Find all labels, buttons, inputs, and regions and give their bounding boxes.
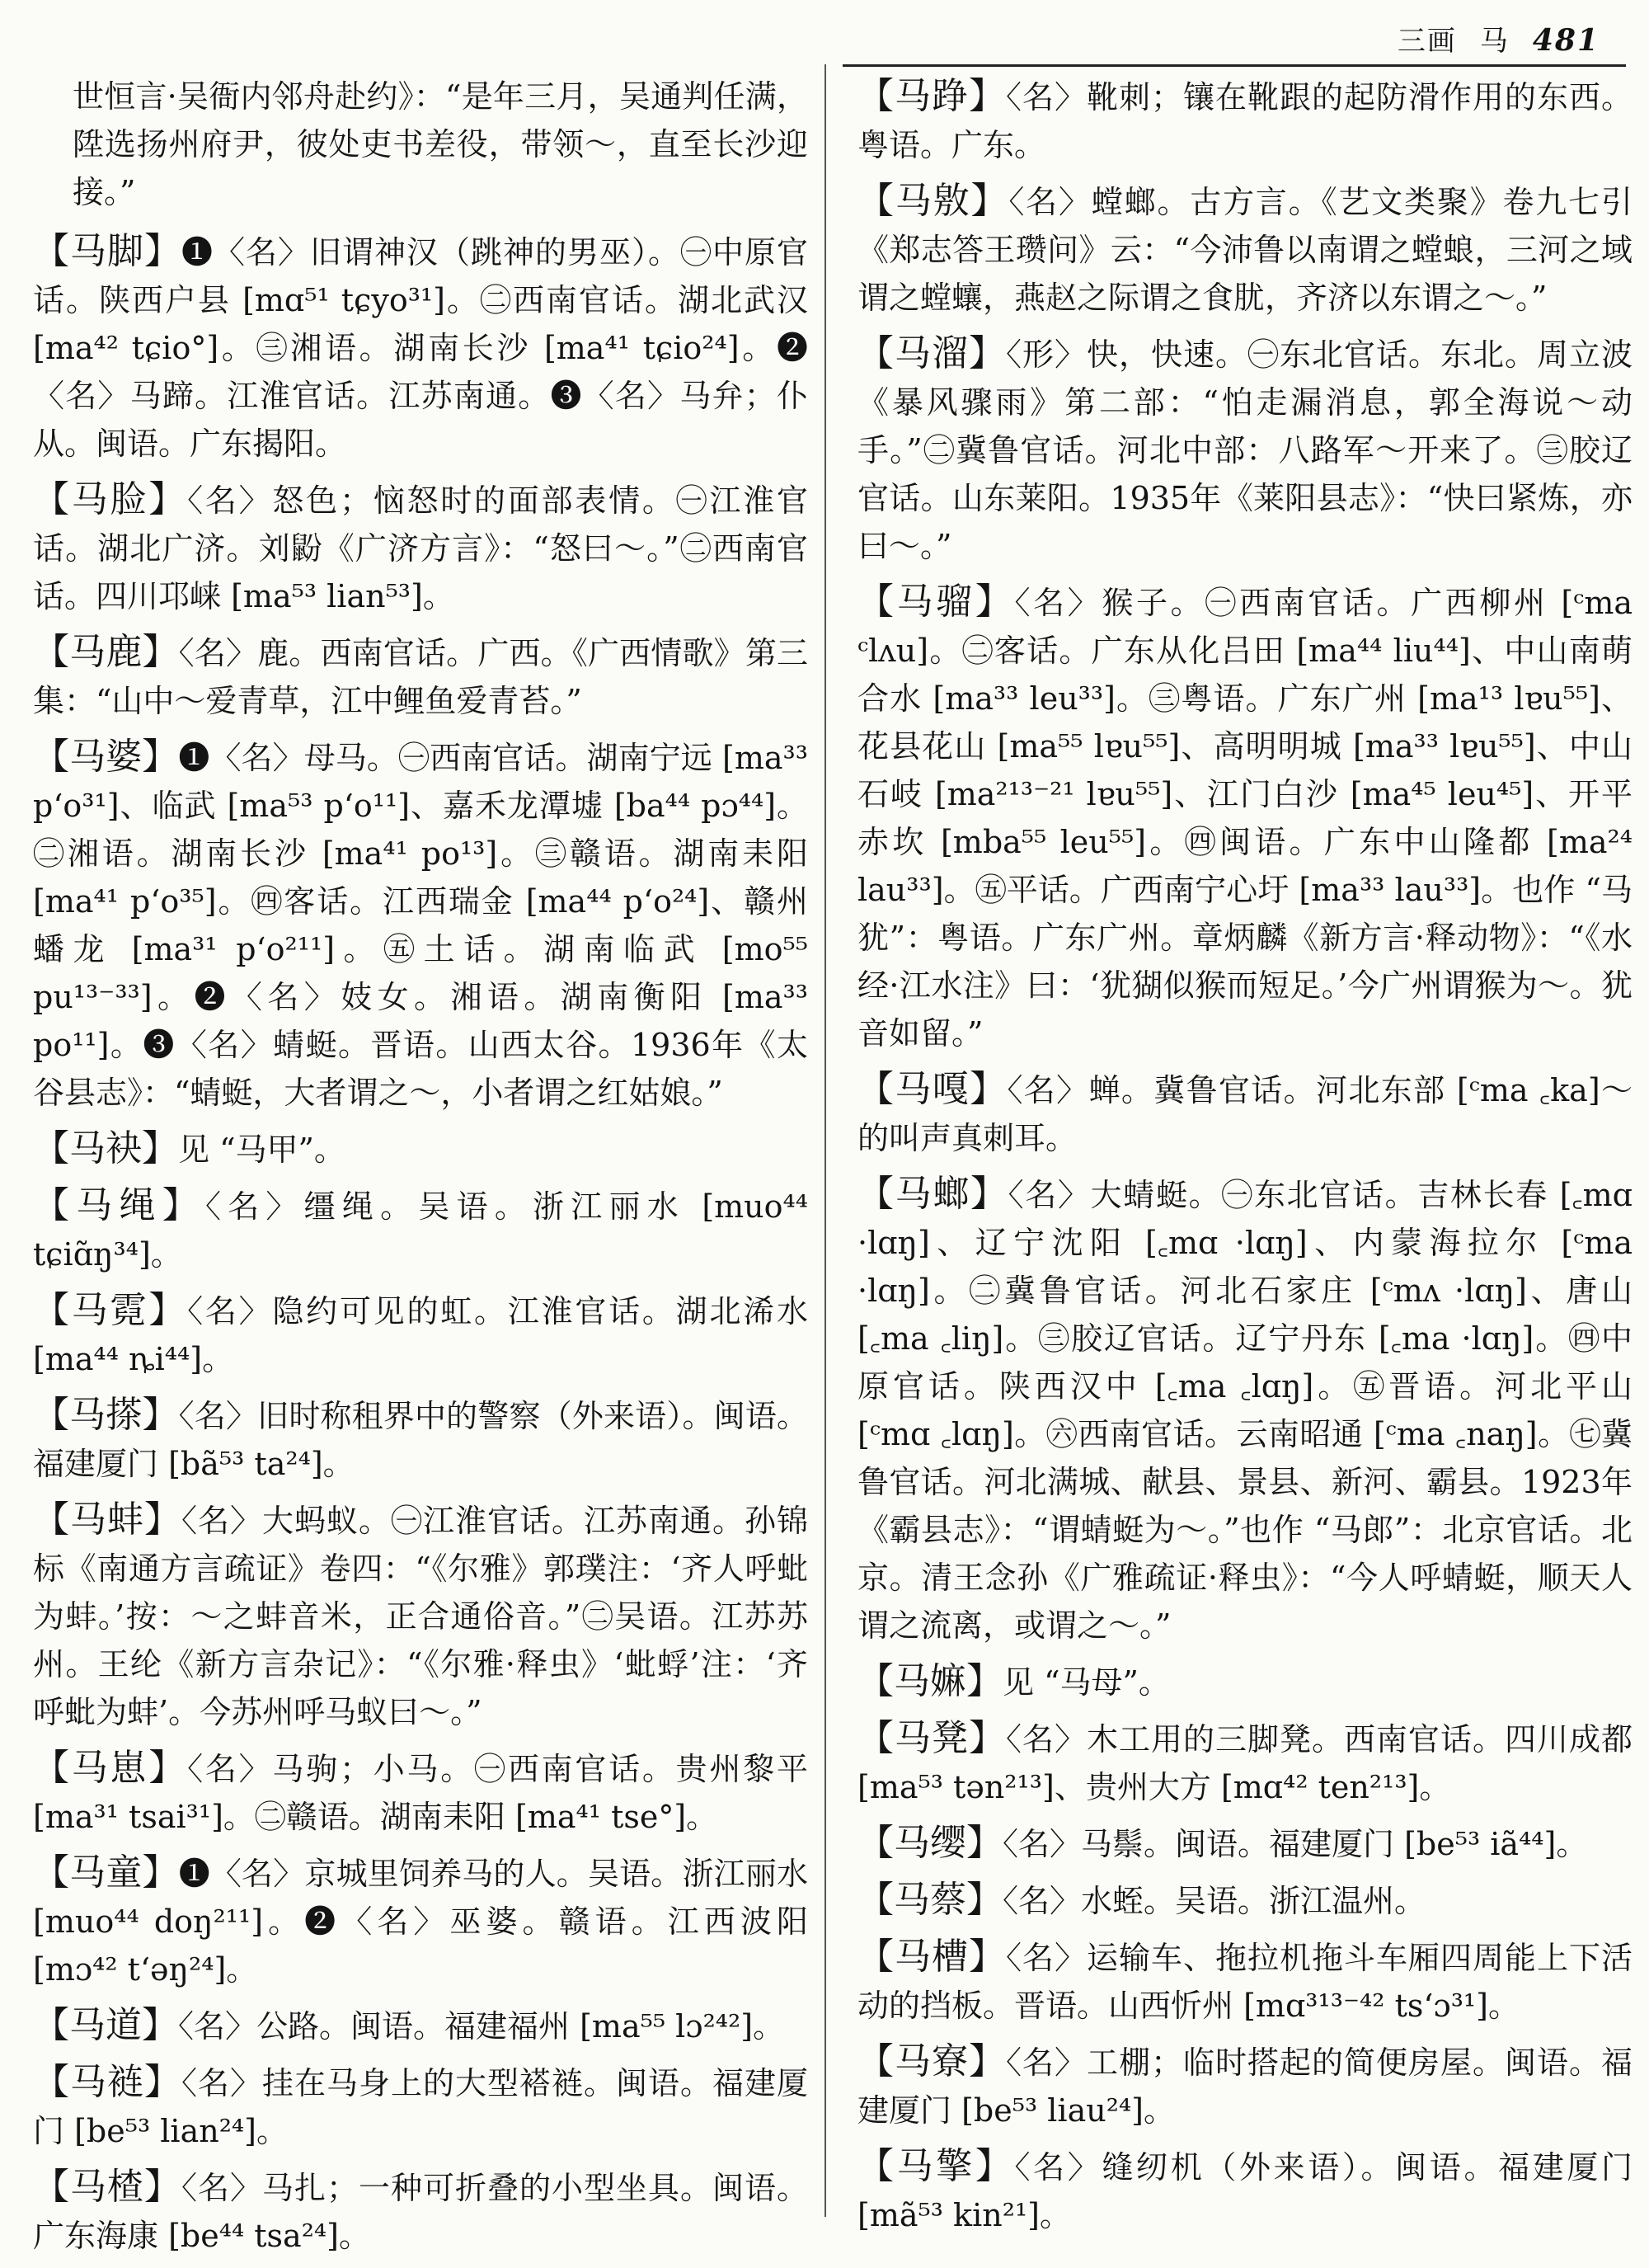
- headword: 【马槽】: [857, 1936, 1006, 1978]
- definition: 〈名〉马扎；一种可折叠的小型坐具。闽语。广东海康 [be⁴⁴ tsa²⁴]。: [33, 2170, 808, 2254]
- column-divider: [824, 64, 826, 2217]
- definition: 〈名〉马驹；小马。㊀西南官话。贵州黎平 [ma³¹ tsai³¹]。㊁赣语。湖南耒阳 [ma⁴¹ tse°]。: [33, 1751, 808, 1835]
- definition: 〈名〉蝉。冀鲁官话。河北东部 [ᶜma ꜀ka]～的叫声真刺耳。: [857, 1072, 1633, 1156]
- headword: 【马楂】: [33, 2166, 181, 2208]
- definition: 〈名〉大蜻蜓。㊀东北官话。吉林长春 [꜀mɑ ·lɑŋ]、辽宁沈阳 [꜀mɑ ·lɑŋ]、内蒙海拉尔 [ᶜma ·lɑŋ]。㊁冀鲁官话。河北石家庄 [ᶜmʌ ·lɑŋ]、唐山 [꜀ma ꜀liŋ]。㊂胶辽官话。辽宁丹东 [꜀ma ·lɑŋ]。㊃中原官话。陕西汉中 [꜀ma ꜀lɑŋ]。㊄晋语。河北平山 [ᶜmɑ ꜀lɑŋ]。㊅西南官话。云南昭通 [ᶜma ꜀naŋ]。㊆冀鲁官话。河北满城、献县、景县、新河、霸县。1923年《霸县志》：“谓蜻蜓为～。”也作 “马郎”：北京官话。北京。清王念孙《广雅疏证·释虫》：“今人呼蜻蜓，顺天人谓之流离，或谓之～。”: [857, 1177, 1633, 1644]
- definition: 〈名〉猴子。㊀西南官话。广西柳州 [ᶜma ᶜlʌu]。㊁客话。广东从化吕田 [ma⁴⁴ liu⁴⁴]、中山南萌合水 [ma³³ leu³³]。㊂粤语。广东广州 [ma¹³ lɐu⁵⁵]、花县花山 [ma⁵⁵ lɐu⁵⁵]、高明明城 [ma³³ lɐu⁵⁵]、中山石岐 [ma²¹³⁻²¹ lɐu⁵⁵]、江门白沙 [ma⁴⁵ leu⁴⁵]、开平赤坎 [mba⁵⁵ leu⁵⁵]。㊃闽语。广东中山隆都 [ma²⁴ lau³³]。㊄平话。广西南宁心圩 [ma³³ lau³³]。也作 “马犹”：粤语。广东广州。章炳麟《新方言·释动物》：“《水经·江水注》曰：‘犹猢似猴而短足。’今广州谓猴为～。犹音如留。”: [857, 585, 1633, 1052]
- headword: 【马蔡】: [857, 1879, 1003, 1921]
- entry: [33, 628, 808, 725]
- headword: 【马踭】: [857, 75, 1006, 117]
- entry: [33, 2002, 808, 2050]
- definition: 〈名〉怒色；恼怒时的面部表情。㊀江淮官话。湖北广济。刘鼢《广济方言》：“怒曰～。”㊁西南官话。四川邛崃 [ma⁵³ lian⁵³]。: [33, 482, 808, 614]
- headword: 【马缨】: [857, 1822, 1003, 1864]
- entry: [33, 1287, 808, 1383]
- headword: 【马搽】: [33, 1394, 179, 1436]
- section-label: 三画: [1397, 25, 1457, 58]
- left-column: [33, 73, 808, 2268]
- definition: 〈名〉运输车、拖拉机拖斗车厢四周能上下活动的挡板。晋语。山西忻州 [mɑ³¹³⁻⁴² ts‘ɔ³¹]。: [857, 1940, 1633, 2024]
- entry: [33, 2059, 808, 2155]
- headword: 【马螂】: [857, 1173, 1008, 1215]
- entry: [857, 1170, 1633, 1649]
- entry: [857, 2143, 1633, 2239]
- headword: 【马骝】: [857, 581, 1015, 623]
- headword: 【马嫲】: [857, 1660, 1003, 1702]
- definition: ❶〈名〉母马。㊀西南官话。湖南宁远 [ma³³ p‘o³¹]、临武 [ma⁵³ p‘o¹¹]、嘉禾龙潭墟 [ba⁴⁴ pɔ⁴⁴]。㊁湘语。湖南长沙 [ma⁴¹ po¹³]。㊂赣语。湖南耒阳 [ma⁴¹ p‘o³⁵]。㊃客话。江西瑞金 [ma⁴⁴ p‘o²⁴]、赣州蟠龙 [ma³¹ p‘o²¹¹]。㊄土话。湖南临武 [mo⁵⁵ pu¹³⁻³³]。❷〈名〉妓女。湘语。湖南衡阳 [ma³³ po¹¹]。❸〈名〉蜻蜓。晋语。山西太谷。1936年《太谷县志》：“蜻蜓，大者谓之～，小者谓之红姑娘。”: [33, 740, 809, 1111]
- definition: 〈名〉缰绳。吴语。浙江丽水 [muo⁴⁴ tɕiɑ̃ŋ³⁴]。: [33, 1188, 809, 1273]
- headword: 【马鹿】: [33, 631, 179, 673]
- headword: 【马霓】: [33, 1289, 188, 1331]
- definition: 〈名〉缝纫机（外来语）。闽语。福建厦门 [mã⁵³ kin²¹]。: [857, 2149, 1633, 2233]
- entry: [857, 1819, 1633, 1868]
- definition: 〈名〉马鬃。闽语。福建厦门 [be⁵³ iã⁴⁴]。: [1003, 1826, 1588, 1862]
- headword: 【马绳】: [33, 1184, 205, 1226]
- definition: 见 “马甲”。: [178, 1132, 345, 1168]
- headword: 【马蚌】: [33, 1499, 181, 1541]
- definition: 〈名〉公路。闽语。福建福州 [ma⁵⁵ lɔ²⁴²]。: [178, 2008, 785, 2044]
- entry: [33, 1182, 808, 1278]
- entry: [857, 578, 1633, 1057]
- definition: 〈名〉大蚂蚁。㊀江淮官话。江苏南通。孙锦标《南通方言疏证》卷四：“《尔雅》郭璞注：‘齐人呼蚍为蚌。’按：～之蚌音米，正合通俗音。”㊁吴语。江苏苏州。王纶《新方言杂记》：“《尔雅·释虫》‘蚍蜉’注：‘齐呼蚍为蚌’。今苏州呼马蚁曰～。”: [33, 1503, 808, 1730]
- definition: ❶〈名〉旧谓神汉（跳神的男巫）。㊀中原官话。陕西户县 [mɑ⁵¹ tɕyo³¹]。㊁西南官话。湖北武汉 [ma⁴² tɕio°]。㊂湘语。湖南长沙 [ma⁴¹ tɕio²⁴]。❷〈名〉马蹄。江淮官话。江苏南通。❸〈名〉马弁；仆从。闽语。广东揭阳。: [33, 234, 808, 462]
- definition: 〈形〉快，快速。㊀东北官话。东北。周立波《暴风骤雨》第二部：“怕走漏消息，郭全海说～动手。”㊁冀鲁官话。河北中部：八路军～开来了。㊂胶辽官话。山东莱阳。1935年《莱阳县志》：“快曰紧炼，亦曰～。”: [857, 336, 1633, 564]
- headword: 【马袂】: [33, 1127, 178, 1169]
- entry: [33, 733, 808, 1117]
- entry: [33, 1391, 808, 1488]
- entry: [857, 1066, 1633, 1162]
- entry: [857, 1933, 1633, 2030]
- headword: 【马寮】: [857, 2040, 1006, 2082]
- definition: 〈名〉靴刺；镶在靴跟的起防滑作用的东西。粤语。广东。: [857, 79, 1633, 163]
- headword: 【马裢】: [33, 2061, 181, 2103]
- headword: 【马敫】: [857, 180, 1009, 222]
- definition: 〈名〉木工用的三脚凳。西南官话。四川成都 [ma⁵³ tən²¹³]、贵州大方 [mɑ⁴² ten²¹³]。: [857, 1721, 1633, 1805]
- headword: 【马婆】: [33, 736, 179, 778]
- entry: [33, 1849, 808, 1993]
- entry: [33, 1744, 808, 1841]
- definition: ❶〈名〉京城里饲养马的人。吴语。浙江丽水 [muo⁴⁴ doŋ²¹¹]。❷〈名〉巫婆。赣语。江西波阳 [mɔ⁴² t‘əŋ²⁴]。: [33, 1856, 808, 1988]
- headword: 【马嘎】: [857, 1068, 1008, 1110]
- continuation-text: 世恒言·吴衙内邻舟赴约》：“是年三月，吴通判任满，陞选扬州府尹，彼处吏书差役，带领～，直至长沙迎接。”: [73, 78, 808, 210]
- entry: [857, 73, 1633, 169]
- definition: 〈名〉隐约可见的虹。江淮官话。湖北浠水 [ma⁴⁴ ȵi⁴⁴]。: [33, 1293, 808, 1377]
- definition: 〈名〉鹿。西南官话。广西。《广西情歌》第三集：“山中～爱青草，江中鲤鱼爱青苔。”: [33, 635, 808, 719]
- definition: 〈名〉工棚；临时搭起的简便房屋。闽语。福建厦门 [be⁵³ liau²⁴]。: [857, 2044, 1633, 2129]
- radical-label: 马: [1479, 25, 1510, 58]
- entry: [857, 1658, 1633, 1706]
- entry: [857, 177, 1633, 322]
- entry: [33, 476, 808, 620]
- entry: [857, 330, 1633, 570]
- right-column: [857, 73, 1633, 2247]
- entry: [33, 1496, 808, 1736]
- headword: 【马崽】: [33, 1747, 188, 1789]
- definition: 〈名〉旧时称租界中的警察（外来语）。闽语。福建厦门 [bã⁵³ ta²⁴]。: [33, 1398, 808, 1482]
- headword: 【马擎】: [857, 2145, 1015, 2187]
- definition: 见 “马母”。: [1003, 1664, 1170, 1701]
- page-number: 481: [1532, 23, 1600, 58]
- headword: 【马凳】: [857, 1717, 1006, 1759]
- entry: [857, 2038, 1633, 2134]
- headword: 【马脸】: [33, 478, 188, 520]
- entry: [33, 1125, 808, 1174]
- entry: [857, 1876, 1633, 1925]
- entry: [857, 1715, 1633, 1811]
- definition: 〈名〉挂在马身上的大型褡裢。闽语。福建厦门 [be⁵³ lian²⁴]。: [33, 2065, 808, 2149]
- definition: 〈名〉水蛭。吴语。浙江温州。: [1003, 1883, 1426, 1919]
- headword: 【马童】: [33, 1852, 179, 1894]
- definition: 〈名〉螳螂。古方言。《艺文类聚》卷九七引《郑志答王瓒问》云：“今沛鲁以南谓之螳蜋，三河之域谓之螳蠰，燕赵之际谓之食肬，齐济以东谓之～。”: [857, 184, 1633, 316]
- header-rule: [843, 64, 1626, 67]
- headword: 【马溜】: [857, 332, 1006, 374]
- entry: [33, 2163, 808, 2260]
- headword: 【马脚】: [33, 230, 181, 272]
- headword: 【马道】: [33, 2004, 178, 2046]
- running-head: [1398, 18, 1600, 59]
- entry: [33, 228, 808, 468]
